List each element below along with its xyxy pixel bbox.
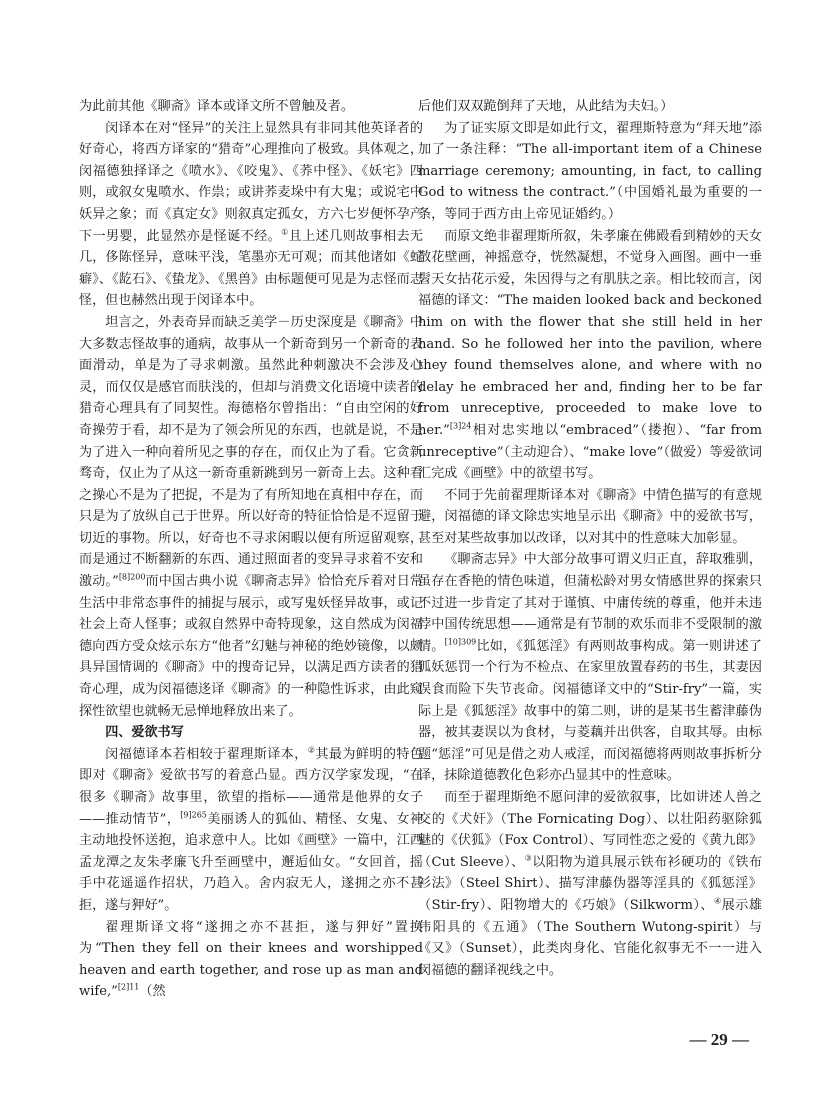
footnote-marker[interactable]: ④ [714,896,722,906]
footnote-marker[interactable]: ③ [524,853,533,863]
paragraph: 闵福德译本若相较于翟理斯译本，②其最为鲜明的特色即对《聊斋》爱欲书写的着意凸显。西方汉学家发现，“在很多《聊斋》故事里，欲望的指标——通常是他界的女子——推动情节”，$^{[9]265}$美丽诱人的狐仙、精怪、女鬼、女神主动地投怀送抱，追求意中人。比如《画壁》一篇中，江西孟龙潭之友朱孝廉飞升至画壁中，邂逅仙女。“女回首，摇手中花遥遥作招状，乃趋入。舍内寂无人，遂拥之亦不甚拒，遂与狎好”。 [79,745,424,913]
citation-marker[interactable]: [3]24 [449,421,472,431]
footnote-marker[interactable]: ① [281,227,289,237]
citation-marker[interactable]: [10]309 [444,637,477,647]
paragraph: 闵译本在对“怪异”的关注上显然具有非同其他英译者的好奇心，将西方译家的“猎奇”心理推向了极致。具体观之，闵福德独择译之《喷水》、《咬鬼》、《荞中怪》、《妖宅》四则，或叙女鬼喷水、作祟；或讲荞麦垛中有大鬼；或说宅中妖异之象；而《真定女》则叙真定孤女，方六七岁便怀孕产下一男婴，此显然亦是怪诞不经。①且上述几则故事相去无几，侈陈怪异，意味平浅，笔墨亦无可观；而其他诸如《蛇癖》、《龁石》、《蛰龙》、《黑兽》由标题便可见是为志怪而志怪，但也赫然出现于闵译本中。 [79,120,424,309]
paragraph: 不同于先前翟理斯译本对《聊斋》中情色描写的有意规避，闵福德的译文除忠实地呈示出《聊斋》中的爱欲书写，甚至对某些故事加以改译，以对其中的性意味大加彰显。 [418,487,762,546]
section-heading: 四、爱欲书写 [105,725,184,741]
paragraph: 而至于翟理斯绝不愿问津的爱欲叙事，比如讲述人兽之交的《犬奸》（The Fornicating Dog）、以壮阳药驱除狐魅的《伏狐》（Fox Control）、写同性恋之爱的《黄九郎》（Cut Sleeve）、③以阳物为道具展示铁布衫硬功的《铁布衫法》（Steel Shirt）、描写津藤伪器等淫具的《狐惩淫》（Stir-fry）、阳物增大的《巧娘》（Silkworm）、④展示雄伟阳具的《五通》（The Southern Wutong-spirit）与《又》（Sunset），此类肉身化、官能化叙事无不一一进入闵福德的翻译视线之中。 [418,790,762,978]
paragraph: 后他们双双跪倒拜了天地，从此结为夫妇。） [418,99,674,114]
paragraph: 而原文绝非翟理斯所叙，朱孝廉在佛殿看到精妙的天女散花壁画，神摇意夺，恍然凝想，不觉身入画图。画中一垂髫天女拈花示爱，朱因得与之有肌肤之亲。相比较而言，闵福德的译文：“The maiden looked back and beckoned him on with the flower that she still held in her hand. So he followed her into the pavilion, where they found themselves alone, and where with no delay he embraced her and, finding her to be far from unreceptive, proceeded to make love to her.”$^{[3]24}$相对忠实地以“embraced”（搂抱）、“far from unreceptive”（主动迎合）、“make love”（做爱）等爱欲词汇完成《画壁》中的欲望书写。 [418,228,762,482]
page-number: — 29 — [689,1030,749,1049]
left-column [79,96,423,1003]
citation-marker[interactable]: [8]200 [118,572,146,582]
footnote-marker[interactable]: ② [307,745,316,755]
paragraph: 为了证实原文即是如此行文，翟理斯特意为“拜天地”添加了一条注释：“The all-important item of a Chinese marriage ceremony; amounting, in fact, to calling God to witness the contract.”（中国婚礼最为重要的一条，等同于西方由上帝见证婚约。） [418,120,762,222]
paragraph: 为此前其他《聊斋》译本或译文所不曾触及者。 [79,99,354,114]
paragraph: 《聊斋志异》中大部分故事可谓义归正直，辞取雅驯，虽存在香艳的情色味道，但蒲松龄对男女情感世界的探索只不过进一步肯定了其对于谨慎、中庸传统的尊重，他并未违悖中国传统思想——通常是有节制的欢乐而非不受限制的激情。$^{[10]309}$比如，《狐惩淫》有两则故事构成。第一则讲述了狐妖惩罚一个行为不检点、在家里放置春药的书生，其妻因误食而险下失节丧命。闵福德译文中的“Stir-fry”一篇，实际上是《狐惩淫》故事中的第二则，讲的是某书生蓄津藤伪器，被其妻误以为食材，与菱藕并出供客，自取其辱。由标题“惩淫”可见是借之劝人戒淫，而闵福德将两则故事拆析分译，抹除道德教化色彩亦凸显其中的性意味。 [418,552,763,784]
paragraph: 坦言之，外表奇异而缺乏美学－历史深度是《聊斋》中大多数志怪故事的通病，故事从一个新奇到另一个新奇的表面滑动，单是为了寻求刺激。虽然此种刺激决不会涉及心灵，而仅仅是感官而肤浅的，但却与消费文化语境中读者的猎奇心理具有了同契性。海德格尔曾指出：“自由空闲的好奇操劳于看，却不是为了领会所见的东西，也就是说，不是为了进入一种向着所见之事的存在，而仅止为了看。它贪新骛奇，仅止为了从这一新奇重新跳到另一新奇上去。这种看之操心不是为了把捉，不是为了有所知地在真相中存在，而只是为了放纵自己于世界。所以好奇的特征恰恰是不逗留于切近的事物。所以，好奇也不寻求闲暇以便有所逗留观察，而是通过不断翻新的东西、通过照面者的变异寻求着不安和激动。”$^{[8]200}$而中国古典小说《聊斋志异》恰恰充斥着对日常生活中非常态事件的捕捉与展示，或写鬼妖怪异故事，或记社会上奇人怪事；或叙自然界中奇特现象，这自然成为闵福德向西方受众炫示东方“他者”幻魅与神秘的绝妙镜像，以颇具异国情调的《聊斋》中的搜奇记异，以满足西方读者的猎奇心理，成为闵福德迻译《聊斋》的一种隐性诉求，由此窥探性欲望也就畅无忌惮地释放出来了。 [79,314,424,719]
paragraph: 翟理斯译文将“遂拥之亦不甚拒，遂与狎好”置换为“Then they fell on their knees and worshipped heaven and earth together, and rose up as man and wife,”$^{[2]11}$（然 [79,919,423,1000]
citation-marker[interactable]: [9]265 [180,810,207,820]
citation-marker[interactable]: [2]11 [117,982,140,992]
right-column [418,96,762,981]
